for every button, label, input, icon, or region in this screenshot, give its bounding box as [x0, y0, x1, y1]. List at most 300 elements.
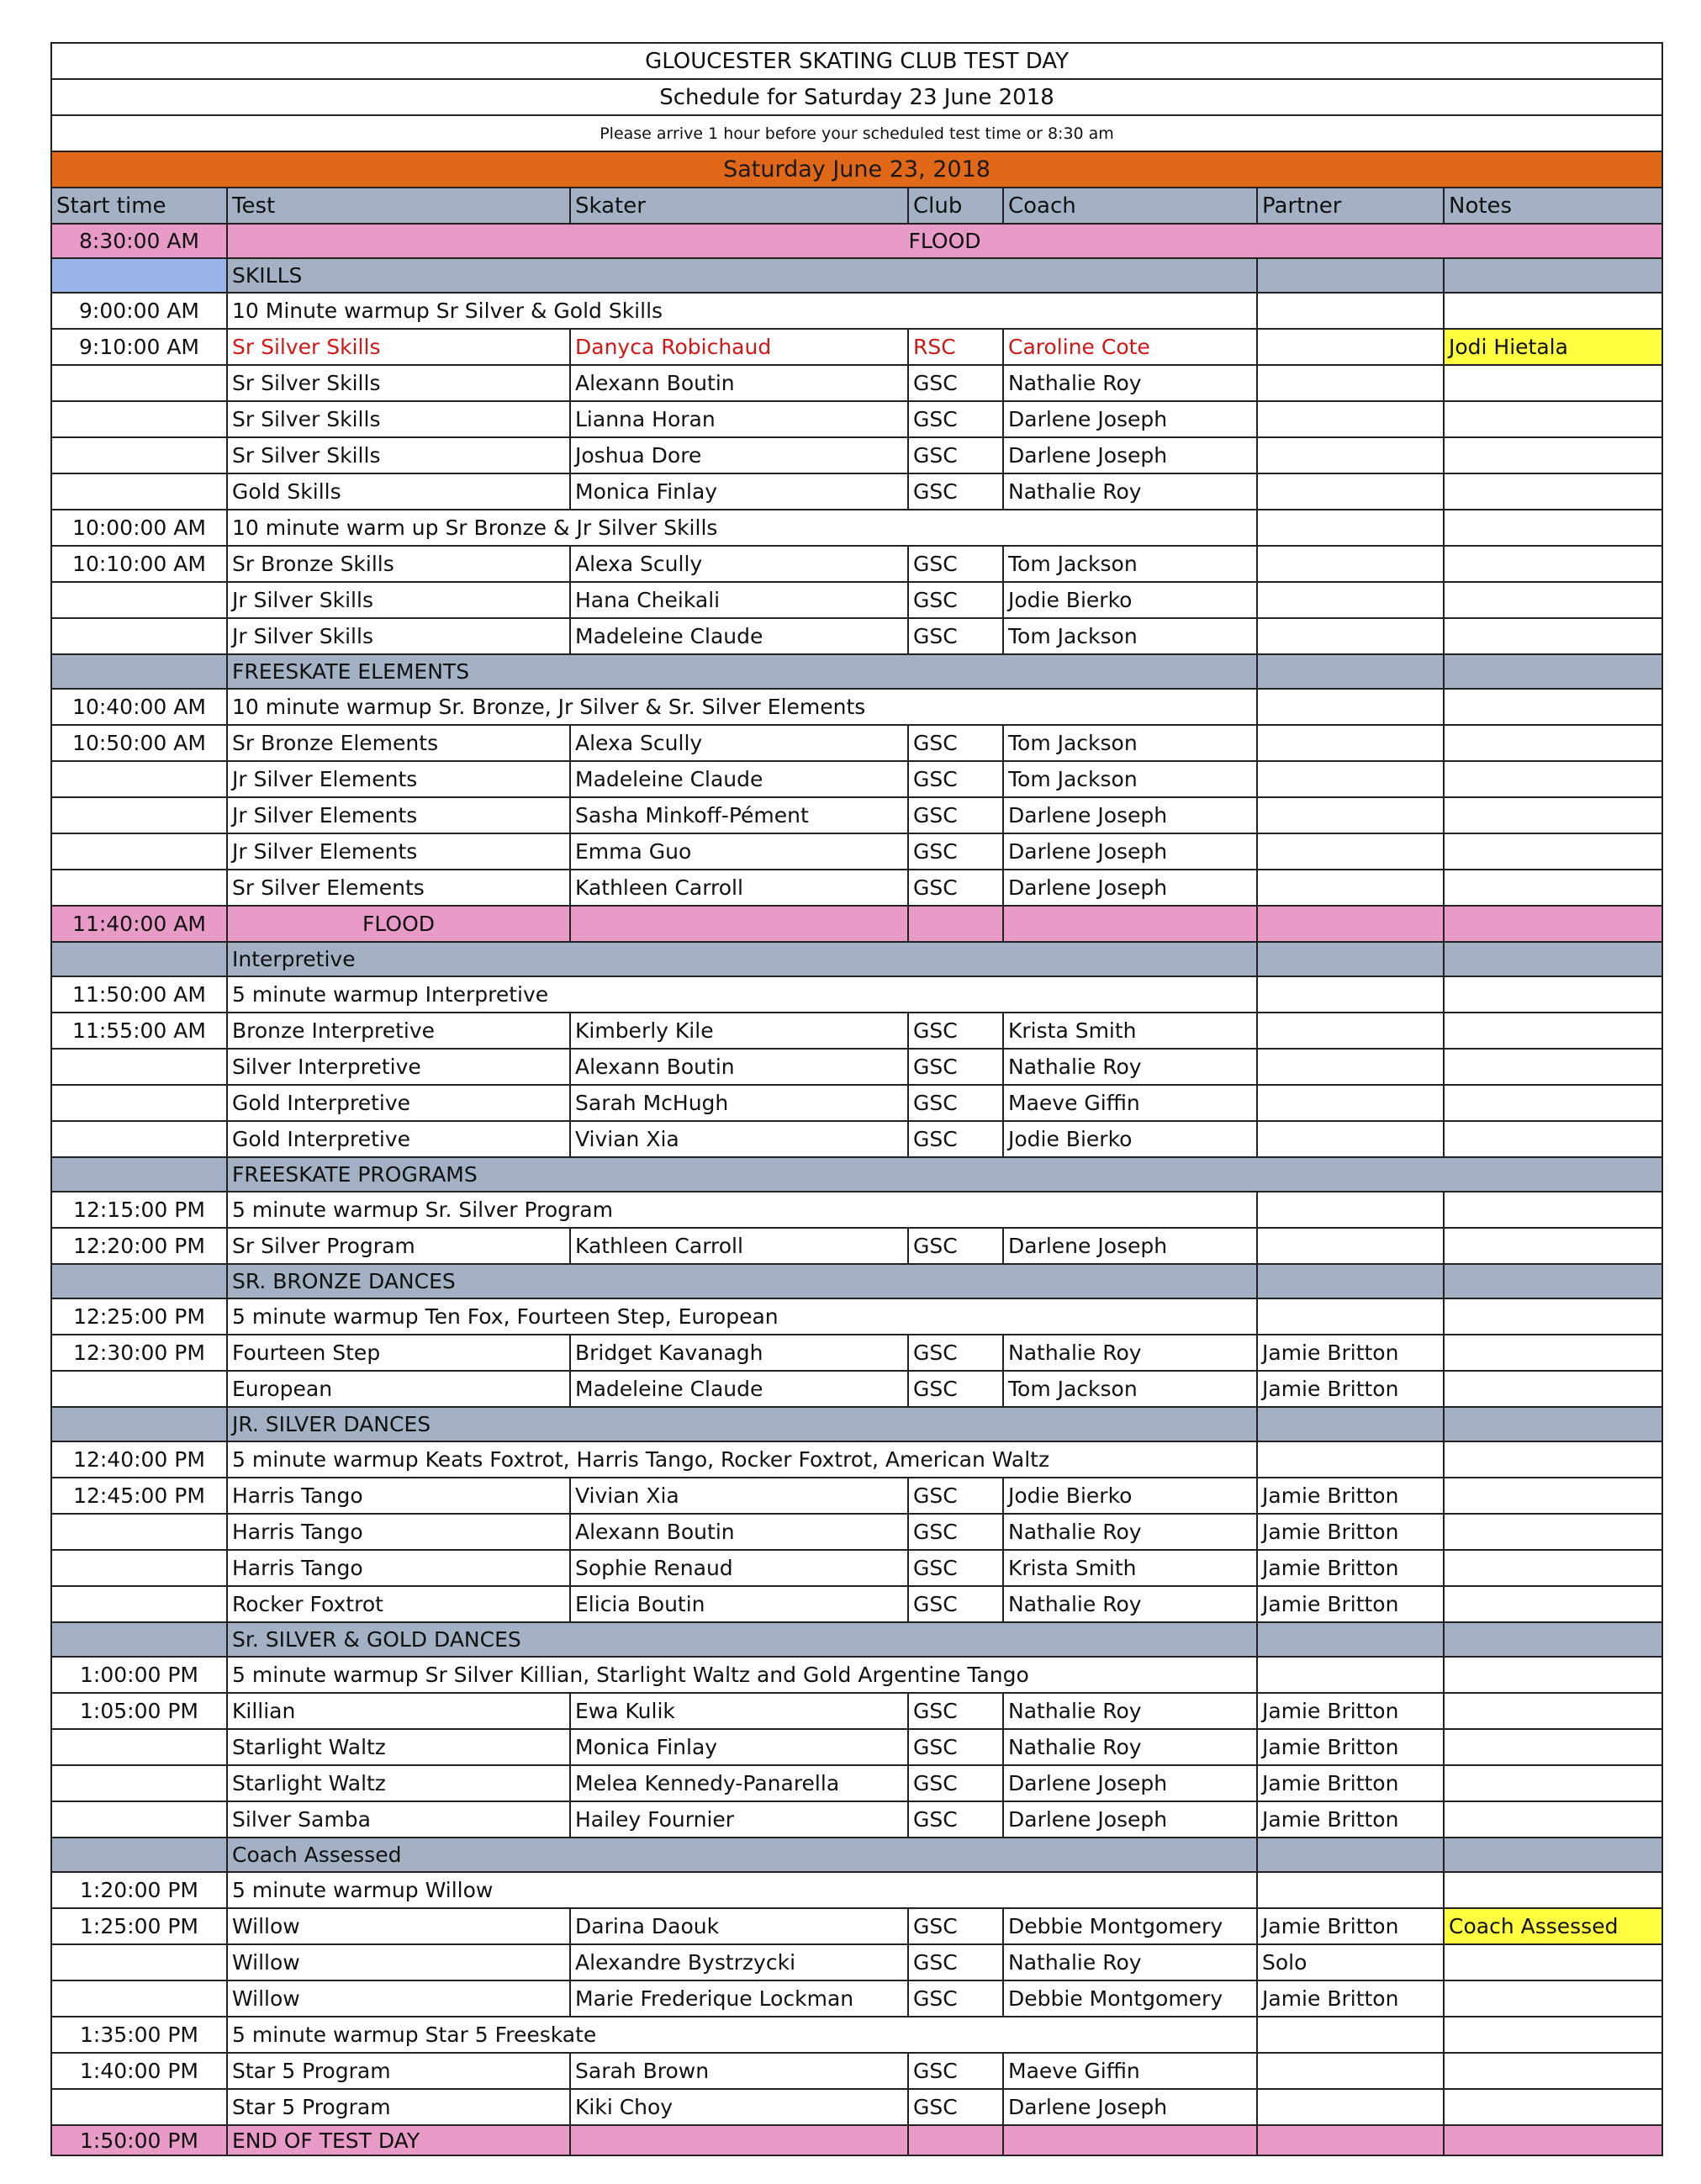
col-header-notes: Notes: [1444, 188, 1662, 224]
club: GSC: [908, 797, 1003, 833]
test-name: Starlight Waltz: [227, 1729, 570, 1765]
coach: Darlene Joseph: [1003, 870, 1257, 906]
warmup-label: 10 Minute warmup Sr Silver & Gold Skills: [227, 293, 1257, 329]
test-name: European: [227, 1371, 570, 1407]
row-time: 10:40:00 AM: [51, 689, 227, 725]
row-time: 12:45:00 PM: [51, 1478, 227, 1514]
notes: Jodi Hietala: [1444, 329, 1662, 365]
partner: [1257, 761, 1444, 797]
notes: [1444, 1121, 1662, 1157]
section-label: SR. BRONZE DANCES: [227, 1264, 1257, 1298]
notes: [1444, 833, 1662, 870]
notes: [1444, 2089, 1662, 2125]
test-name: Harris Tango: [227, 1478, 570, 1514]
row-time: [51, 401, 227, 437]
coach: Tom Jackson: [1003, 761, 1257, 797]
col-header-start-time: Start time: [51, 188, 227, 224]
notes: [1444, 1228, 1662, 1264]
warmup-row: [51, 1192, 1662, 1228]
skater-name: Emma Guo: [570, 833, 908, 870]
test-name: Bronze Interpretive: [227, 1013, 570, 1049]
col-header-skater: Skater: [570, 188, 908, 224]
warmup-label: 5 minute warmup Sr. Silver Program: [227, 1192, 1257, 1228]
test-entry-row: [51, 1550, 1662, 1586]
row-time: 1:00:00 PM: [51, 1657, 227, 1693]
row-time: [51, 1049, 227, 1085]
club: GSC: [908, 473, 1003, 510]
skater-name: Alexa Scully: [570, 725, 908, 761]
skater-name: Kathleen Carroll: [570, 870, 908, 906]
test-name: Sr Silver Program: [227, 1228, 570, 1264]
coach: Debbie Montgomery: [1003, 1908, 1257, 1944]
coach: Darlene Joseph: [1003, 1765, 1257, 1801]
section-header-row: [51, 942, 1662, 976]
partner: Jamie Britton: [1257, 1550, 1444, 1586]
test-name: Jr Silver Elements: [227, 797, 570, 833]
coach: Tom Jackson: [1003, 1371, 1257, 1407]
notes: [1444, 1085, 1662, 1121]
row-time: [51, 582, 227, 618]
test-entry-row: [51, 618, 1662, 654]
row-time: 11:40:00 AM: [51, 906, 227, 942]
row-time: [51, 1729, 227, 1765]
partner: [1257, 365, 1444, 401]
section-header-row: [51, 1157, 1662, 1192]
notes: [1444, 1550, 1662, 1586]
notes: [1444, 1765, 1662, 1801]
section-header-row: [51, 258, 1662, 293]
row-time: 12:20:00 PM: [51, 1228, 227, 1264]
test-name: Willow: [227, 1944, 570, 1980]
notes: [1444, 546, 1662, 582]
test-entry-row: [51, 1514, 1662, 1550]
coach: Nathalie Roy: [1003, 1586, 1257, 1622]
skater-name: Sarah Brown: [570, 2053, 908, 2089]
skater-name: Marie Frederique Lockman: [570, 1980, 908, 2017]
row-time: 1:50:00 PM: [51, 2125, 227, 2155]
notes: [1444, 1944, 1662, 1980]
coach: Maeve Giffin: [1003, 1085, 1257, 1121]
skater-name: Alexann Boutin: [570, 1514, 908, 1550]
club: GSC: [908, 1550, 1003, 1586]
test-entry-row: [51, 1765, 1662, 1801]
test-name: Killian: [227, 1693, 570, 1729]
coach: Darlene Joseph: [1003, 437, 1257, 473]
skater-name: Vivian Xia: [570, 1121, 908, 1157]
partner: [1257, 618, 1444, 654]
row-time: 1:25:00 PM: [51, 1908, 227, 1944]
club: GSC: [908, 761, 1003, 797]
notes: [1444, 1693, 1662, 1729]
skater-name: Kimberly Kile: [570, 1013, 908, 1049]
club: GSC: [908, 546, 1003, 582]
coach: Nathalie Roy: [1003, 473, 1257, 510]
test-entry-row: [51, 1013, 1662, 1049]
row-time: [51, 1980, 227, 2017]
row-time: 1:20:00 PM: [51, 1872, 227, 1908]
club: GSC: [908, 1335, 1003, 1371]
notes: [1444, 1478, 1662, 1514]
notes: [1444, 582, 1662, 618]
notes: [1444, 1049, 1662, 1085]
row-time: 8:30:00 AM: [51, 224, 227, 258]
test-name: Gold Interpretive: [227, 1085, 570, 1121]
coach: Darlene Joseph: [1003, 1228, 1257, 1264]
row-time: 10:10:00 AM: [51, 546, 227, 582]
col-header-coach: Coach: [1003, 188, 1257, 224]
coach: Nathalie Roy: [1003, 1729, 1257, 1765]
warmup-row: [51, 1441, 1662, 1478]
section-label: FREESKATE PROGRAMS: [227, 1157, 1662, 1192]
skater-name: Madeleine Claude: [570, 618, 908, 654]
test-entry-row: [51, 1729, 1662, 1765]
coach: Nathalie Roy: [1003, 1944, 1257, 1980]
row-time: 12:40:00 PM: [51, 1441, 227, 1478]
partner: [1257, 2089, 1444, 2125]
test-entry-row: [51, 1693, 1662, 1729]
test-name: Sr Bronze Skills: [227, 546, 570, 582]
test-entry-row: [51, 1908, 1662, 1944]
section-header-row: [51, 1838, 1662, 1872]
row-time: [51, 1550, 227, 1586]
coach: Krista Smith: [1003, 1013, 1257, 1049]
test-name: Sr Silver Skills: [227, 401, 570, 437]
partner: [1257, 833, 1444, 870]
test-name: Harris Tango: [227, 1550, 570, 1586]
partner: [1257, 473, 1444, 510]
schedule-table: [50, 42, 1663, 2156]
club: GSC: [908, 833, 1003, 870]
test-name: Harris Tango: [227, 1514, 570, 1550]
coach: Tom Jackson: [1003, 618, 1257, 654]
notes: [1444, 401, 1662, 437]
row-time: [51, 1085, 227, 1121]
row-time: [51, 437, 227, 473]
test-entry-row: [51, 1478, 1662, 1514]
column-header-row: [51, 188, 1662, 224]
warmup-row: [51, 510, 1662, 546]
test-entry-row: [51, 833, 1662, 870]
row-time: [51, 618, 227, 654]
title-row: [51, 43, 1662, 79]
coach: Krista Smith: [1003, 1550, 1257, 1586]
partner: Jamie Britton: [1257, 1478, 1444, 1514]
test-name: Silver Interpretive: [227, 1049, 570, 1085]
coach: Maeve Giffin: [1003, 2053, 1257, 2089]
partner: Jamie Britton: [1257, 1729, 1444, 1765]
test-entry-row: [51, 2089, 1662, 2125]
row-time: [51, 1586, 227, 1622]
skater-name: Ewa Kulik: [570, 1693, 908, 1729]
coach: Nathalie Roy: [1003, 1693, 1257, 1729]
row-time: 12:30:00 PM: [51, 1335, 227, 1371]
partner: Jamie Britton: [1257, 1586, 1444, 1622]
partner: [1257, 1085, 1444, 1121]
club: GSC: [908, 618, 1003, 654]
row-time: 12:25:00 PM: [51, 1298, 227, 1335]
test-entry-row: [51, 1371, 1662, 1407]
club: GSC: [908, 1013, 1003, 1049]
notes: [1444, 1801, 1662, 1838]
club: GSC: [908, 1085, 1003, 1121]
row-time: 1:35:00 PM: [51, 2017, 227, 2053]
notes: [1444, 1980, 1662, 2017]
test-name: Sr Bronze Elements: [227, 725, 570, 761]
coach: Tom Jackson: [1003, 725, 1257, 761]
test-name: Willow: [227, 1980, 570, 2017]
notes: [1444, 797, 1662, 833]
coach: Nathalie Roy: [1003, 365, 1257, 401]
test-entry-row: [51, 797, 1662, 833]
notes: [1444, 870, 1662, 906]
row-time: [51, 1765, 227, 1801]
row-time: 10:00:00 AM: [51, 510, 227, 546]
skater-name: Sarah McHugh: [570, 1085, 908, 1121]
test-entry-row: [51, 1335, 1662, 1371]
skater-name: Alexann Boutin: [570, 365, 908, 401]
partner: [1257, 329, 1444, 365]
club: GSC: [908, 401, 1003, 437]
test-entry-row: [51, 761, 1662, 797]
coach: Jodie Bierko: [1003, 1478, 1257, 1514]
row-time: [51, 365, 227, 401]
row-time: 12:15:00 PM: [51, 1192, 227, 1228]
skater-name: Joshua Dore: [570, 437, 908, 473]
test-name: Willow: [227, 1908, 570, 1944]
test-entry-row: [51, 870, 1662, 906]
row-time: 1:40:00 PM: [51, 2053, 227, 2089]
test-name: Rocker Foxtrot: [227, 1586, 570, 1622]
partner: Jamie Britton: [1257, 1371, 1444, 1407]
partner: [1257, 2053, 1444, 2089]
club: GSC: [908, 1371, 1003, 1407]
coach: Nathalie Roy: [1003, 1514, 1257, 1550]
row-time: [51, 1121, 227, 1157]
warmup-row: [51, 976, 1662, 1013]
row-time: [51, 473, 227, 510]
page-title: GLOUCESTER SKATING CLUB TEST DAY: [51, 43, 1662, 79]
notes: [1444, 1586, 1662, 1622]
partner: [1257, 401, 1444, 437]
row-time: [51, 1371, 227, 1407]
skater-name: Danyca Robichaud: [570, 329, 908, 365]
test-name: Sr Silver Skills: [227, 329, 570, 365]
coach: Darlene Joseph: [1003, 833, 1257, 870]
partner: [1257, 1228, 1444, 1264]
skater-name: Vivian Xia: [570, 1478, 908, 1514]
test-entry-row: [51, 546, 1662, 582]
notes: [1444, 1371, 1662, 1407]
section-label: SKILLS: [227, 258, 1257, 293]
flood-label: FLOOD: [227, 906, 570, 942]
test-name: Gold Skills: [227, 473, 570, 510]
test-entry-row: [51, 1085, 1662, 1121]
section-header-row: [51, 1622, 1662, 1657]
coach: Jodie Bierko: [1003, 582, 1257, 618]
row-time: [51, 2089, 227, 2125]
section-header-row: [51, 654, 1662, 689]
notes: [1444, 1335, 1662, 1371]
test-name: Gold Interpretive: [227, 1121, 570, 1157]
row-time: 11:55:00 AM: [51, 1013, 227, 1049]
skater-name: Sophie Renaud: [570, 1550, 908, 1586]
page-subtitle: Schedule for Saturday 23 June 2018: [51, 79, 1662, 115]
test-name: Star 5 Program: [227, 2089, 570, 2125]
test-name: Jr Silver Elements: [227, 833, 570, 870]
warmup-label: 10 minute warm up Sr Bronze & Jr Silver Skills: [227, 510, 1257, 546]
test-name: Fourteen Step: [227, 1335, 570, 1371]
club: GSC: [908, 725, 1003, 761]
arrival-note: Please arrive 1 hour before your scheduled test time or 8:30 am: [51, 115, 1662, 151]
end-row: [51, 2125, 1662, 2155]
test-entry-row: [51, 1121, 1662, 1157]
section-header-row: [51, 1264, 1662, 1298]
test-name: Sr Silver Skills: [227, 365, 570, 401]
partner: [1257, 870, 1444, 906]
club: GSC: [908, 2053, 1003, 2089]
test-entry-row: [51, 329, 1662, 365]
row-time: [51, 761, 227, 797]
test-entry-row: [51, 1944, 1662, 1980]
skater-name: Kathleen Carroll: [570, 1228, 908, 1264]
row-time: [51, 1944, 227, 1980]
test-name: Sr Silver Skills: [227, 437, 570, 473]
coach: Darlene Joseph: [1003, 1801, 1257, 1838]
notes: [1444, 1514, 1662, 1550]
warmup-row: [51, 2017, 1662, 2053]
club: GSC: [908, 1908, 1003, 1944]
club: GSC: [908, 2089, 1003, 2125]
skater-name: Madeleine Claude: [570, 1371, 908, 1407]
flood-row: [51, 224, 1662, 258]
skater-name: Hana Cheikali: [570, 582, 908, 618]
club: GSC: [908, 437, 1003, 473]
test-name: Starlight Waltz: [227, 1765, 570, 1801]
coach: Nathalie Roy: [1003, 1335, 1257, 1371]
notes: [1444, 437, 1662, 473]
col-header-partner: Partner: [1257, 188, 1444, 224]
notes: [1444, 618, 1662, 654]
col-header-club: Club: [908, 188, 1003, 224]
coach: Jodie Bierko: [1003, 1121, 1257, 1157]
club: GSC: [908, 1121, 1003, 1157]
skater-name: Elicia Boutin: [570, 1586, 908, 1622]
test-entry-row: [51, 365, 1662, 401]
section-label: Coach Assessed: [227, 1838, 1257, 1872]
test-name: Sr Silver Elements: [227, 870, 570, 906]
notes: [1444, 2053, 1662, 2089]
coach: Darlene Joseph: [1003, 401, 1257, 437]
warmup-row: [51, 689, 1662, 725]
test-name: Jr Silver Elements: [227, 761, 570, 797]
club: GSC: [908, 1228, 1003, 1264]
partner: [1257, 1121, 1444, 1157]
test-name: Jr Silver Skills: [227, 582, 570, 618]
partner: [1257, 582, 1444, 618]
row-time: [51, 870, 227, 906]
club: GSC: [908, 870, 1003, 906]
skater-name: Bridget Kavanagh: [570, 1335, 908, 1371]
warmup-label: 5 minute warmup Ten Fox, Fourteen Step, European: [227, 1298, 1257, 1335]
coach: Tom Jackson: [1003, 546, 1257, 582]
notes: [1444, 1729, 1662, 1765]
club: GSC: [908, 365, 1003, 401]
test-entry-row: [51, 2053, 1662, 2089]
warmup-label: 5 minute warmup Sr Silver Killian, Starlight Waltz and Gold Argentine Tango: [227, 1657, 1257, 1693]
skater-name: Alexandre Bystrzycki: [570, 1944, 908, 1980]
row-time: 9:10:00 AM: [51, 329, 227, 365]
club: GSC: [908, 1980, 1003, 2017]
skater-name: Monica Finlay: [570, 1729, 908, 1765]
partner: Jamie Britton: [1257, 1514, 1444, 1550]
skater-name: Hailey Fournier: [570, 1801, 908, 1838]
section-label: Sr. SILVER & GOLD DANCES: [227, 1622, 1257, 1657]
club: GSC: [908, 1801, 1003, 1838]
notes: [1444, 473, 1662, 510]
skater-name: Melea Kennedy-Panarella: [570, 1765, 908, 1801]
club: GSC: [908, 1586, 1003, 1622]
partner: Jamie Britton: [1257, 1765, 1444, 1801]
section-label: FREESKATE ELEMENTS: [227, 654, 1257, 689]
skater-name: Kiki Choy: [570, 2089, 908, 2125]
club: RSC: [908, 329, 1003, 365]
warmup-row: [51, 1657, 1662, 1693]
row-time: [51, 1801, 227, 1838]
test-entry-row: [51, 582, 1662, 618]
partner: Jamie Britton: [1257, 1335, 1444, 1371]
section-label: Interpretive: [227, 942, 1257, 976]
warmup-label: 5 minute warmup Interpretive: [227, 976, 1257, 1013]
row-time: [51, 797, 227, 833]
club: GSC: [908, 582, 1003, 618]
row-time: 1:05:00 PM: [51, 1693, 227, 1729]
row-time: [51, 833, 227, 870]
test-name: Silver Samba: [227, 1801, 570, 1838]
test-entry-row: [51, 401, 1662, 437]
partner: Jamie Britton: [1257, 1693, 1444, 1729]
warmup-row: [51, 1872, 1662, 1908]
test-entry-row: [51, 725, 1662, 761]
warmup-row: [51, 1298, 1662, 1335]
skater-name: Sasha Minkoff-Pément: [570, 797, 908, 833]
warmup-label: 10 minute warmup Sr. Bronze, Jr Silver & Sr. Silver Elements: [227, 689, 1257, 725]
test-name: Jr Silver Skills: [227, 618, 570, 654]
day-row: [51, 151, 1662, 188]
partner: [1257, 1013, 1444, 1049]
coach: Caroline Cote: [1003, 329, 1257, 365]
partner: Jamie Britton: [1257, 1801, 1444, 1838]
notes: [1444, 1013, 1662, 1049]
coach: Debbie Montgomery: [1003, 1980, 1257, 2017]
warmup-label: 5 minute warmup Star 5 Freeskate: [227, 2017, 1257, 2053]
warmup-label: 5 minute warmup Keats Foxtrot, Harris Tango, Rocker Foxtrot, American Waltz: [227, 1441, 1257, 1478]
row-time: [51, 1514, 227, 1550]
skater-name: Monica Finlay: [570, 473, 908, 510]
partner: [1257, 797, 1444, 833]
club: GSC: [908, 1729, 1003, 1765]
test-entry-row: [51, 437, 1662, 473]
partner: Jamie Britton: [1257, 1980, 1444, 2017]
club: GSC: [908, 1514, 1003, 1550]
test-entry-row: [51, 1980, 1662, 2017]
notes: [1444, 365, 1662, 401]
arrival-note-row: [51, 115, 1662, 151]
skater-name: Alexa Scully: [570, 546, 908, 582]
row-time: 11:50:00 AM: [51, 976, 227, 1013]
notes: Coach Assessed: [1444, 1908, 1662, 1944]
section-header-row: [51, 1407, 1662, 1441]
notes: [1444, 761, 1662, 797]
